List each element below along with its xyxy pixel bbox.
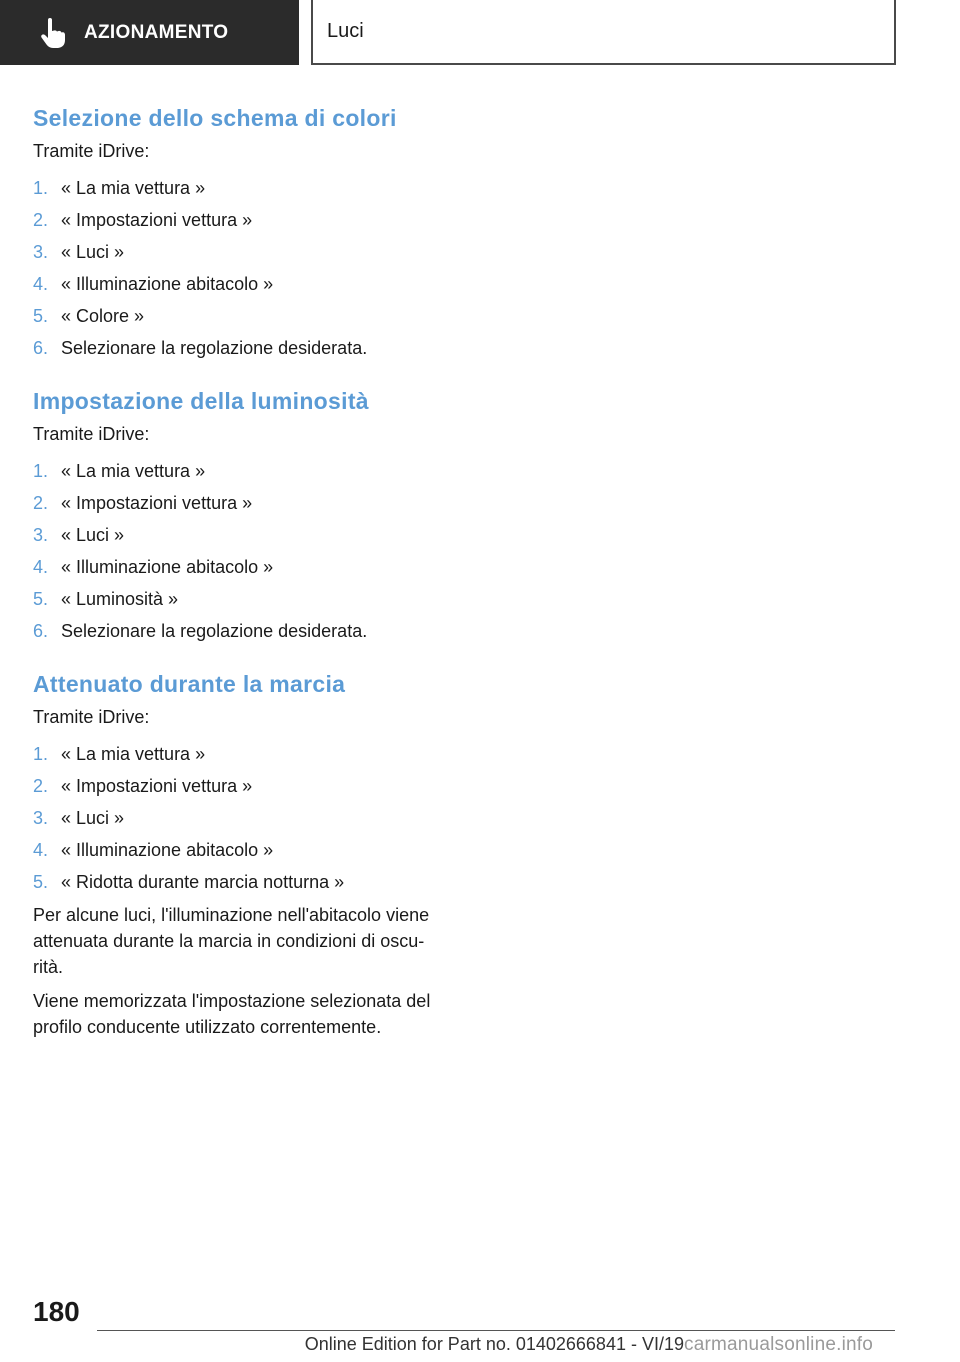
step-number: 3. bbox=[33, 808, 49, 828]
step-item bbox=[33, 615, 453, 647]
step-text: « Impostazioni vettura » bbox=[61, 776, 253, 796]
step-text: « Luci » bbox=[61, 808, 125, 828]
step-item bbox=[33, 866, 453, 898]
step-text: Selezionare la regolazione desiderata. bbox=[61, 338, 368, 358]
section-intro: Tramite iDrive: bbox=[33, 424, 150, 444]
step-number: 6. bbox=[33, 621, 49, 641]
step-item bbox=[33, 551, 453, 583]
step-list bbox=[33, 172, 453, 364]
section-heading: Selezione dello schema di colori bbox=[33, 105, 397, 131]
watermark: carmanualsonline.info bbox=[684, 1334, 874, 1355]
section-heading: Impostazione della luminosità bbox=[33, 388, 369, 414]
step-number: 3. bbox=[33, 525, 49, 545]
step-item bbox=[33, 834, 453, 866]
chapter-title: Luci bbox=[327, 20, 364, 42]
edition-label: Online Edition for Part no. 01402666841 - VI/19 bbox=[304, 1334, 684, 1354]
step-text: « Luci » bbox=[61, 525, 125, 545]
step-text: « Illuminazione abitacolo » bbox=[61, 557, 274, 577]
step-text: Selezionare la regolazione desiderata. bbox=[61, 621, 368, 641]
step-text: « Illuminazione abitacolo » bbox=[61, 274, 274, 294]
step-text: « La mia vettura » bbox=[61, 461, 206, 481]
section-tab bbox=[0, 0, 299, 65]
section-heading: Attenuato durante la marcia bbox=[33, 671, 346, 697]
step-item bbox=[33, 802, 453, 834]
section-intro: Tramite iDrive: bbox=[33, 707, 150, 727]
step-number: 2. bbox=[33, 776, 49, 796]
chapter-header bbox=[311, 0, 896, 65]
step-item bbox=[33, 332, 453, 364]
step-number: 5. bbox=[33, 872, 49, 892]
step-item bbox=[33, 519, 453, 551]
hand-pointer-icon bbox=[36, 16, 70, 50]
step-item bbox=[33, 236, 453, 268]
step-number: 2. bbox=[33, 493, 49, 513]
step-text: « Impostazioni vettura » bbox=[61, 210, 253, 230]
page-content bbox=[33, 103, 453, 1040]
page-number: 180 bbox=[33, 1296, 80, 1327]
step-text: « Ridotta durante marcia notturna » bbox=[61, 872, 345, 892]
step-number: 3. bbox=[33, 242, 49, 262]
step-number: 4. bbox=[33, 274, 49, 294]
step-item bbox=[33, 583, 453, 615]
step-number: 6. bbox=[33, 338, 49, 358]
step-text: « Colore » bbox=[61, 306, 145, 326]
step-item bbox=[33, 300, 453, 332]
step-text: « La mia vettura » bbox=[61, 178, 206, 198]
step-number: 5. bbox=[33, 589, 49, 609]
step-number: 4. bbox=[33, 840, 49, 860]
section-label: AZIONAMENTO bbox=[84, 21, 229, 43]
section-intro: Tramite iDrive: bbox=[33, 141, 150, 161]
body-paragraph: Per alcune luci, l'illuminazione nell'abitacolo viene attenuata durante la marcia in condizioni di oscu-rità. bbox=[33, 905, 430, 977]
step-list bbox=[33, 455, 453, 647]
step-list bbox=[33, 738, 453, 898]
step-item bbox=[33, 172, 453, 204]
step-text: « Impostazioni vettura » bbox=[61, 493, 253, 513]
step-item bbox=[33, 268, 453, 300]
step-text: « Luci » bbox=[61, 242, 125, 262]
step-text: « Illuminazione abitacolo » bbox=[61, 840, 274, 860]
step-number: 4. bbox=[33, 557, 49, 577]
step-number: 1. bbox=[33, 461, 49, 481]
body-paragraph: Viene memorizzata l'impostazione selezionata del profilo conducente utilizzato correntemente. bbox=[33, 991, 431, 1037]
step-number: 1. bbox=[33, 744, 49, 764]
step-item bbox=[33, 770, 453, 802]
step-item bbox=[33, 738, 453, 770]
step-number: 1. bbox=[33, 178, 49, 198]
step-number: 2. bbox=[33, 210, 49, 230]
footer-divider bbox=[97, 1330, 895, 1331]
step-item bbox=[33, 204, 453, 236]
step-text: « Luminosità » bbox=[61, 589, 179, 609]
step-item bbox=[33, 487, 453, 519]
step-item bbox=[33, 455, 453, 487]
step-text: « La mia vettura » bbox=[61, 744, 206, 764]
step-number: 5. bbox=[33, 306, 49, 326]
